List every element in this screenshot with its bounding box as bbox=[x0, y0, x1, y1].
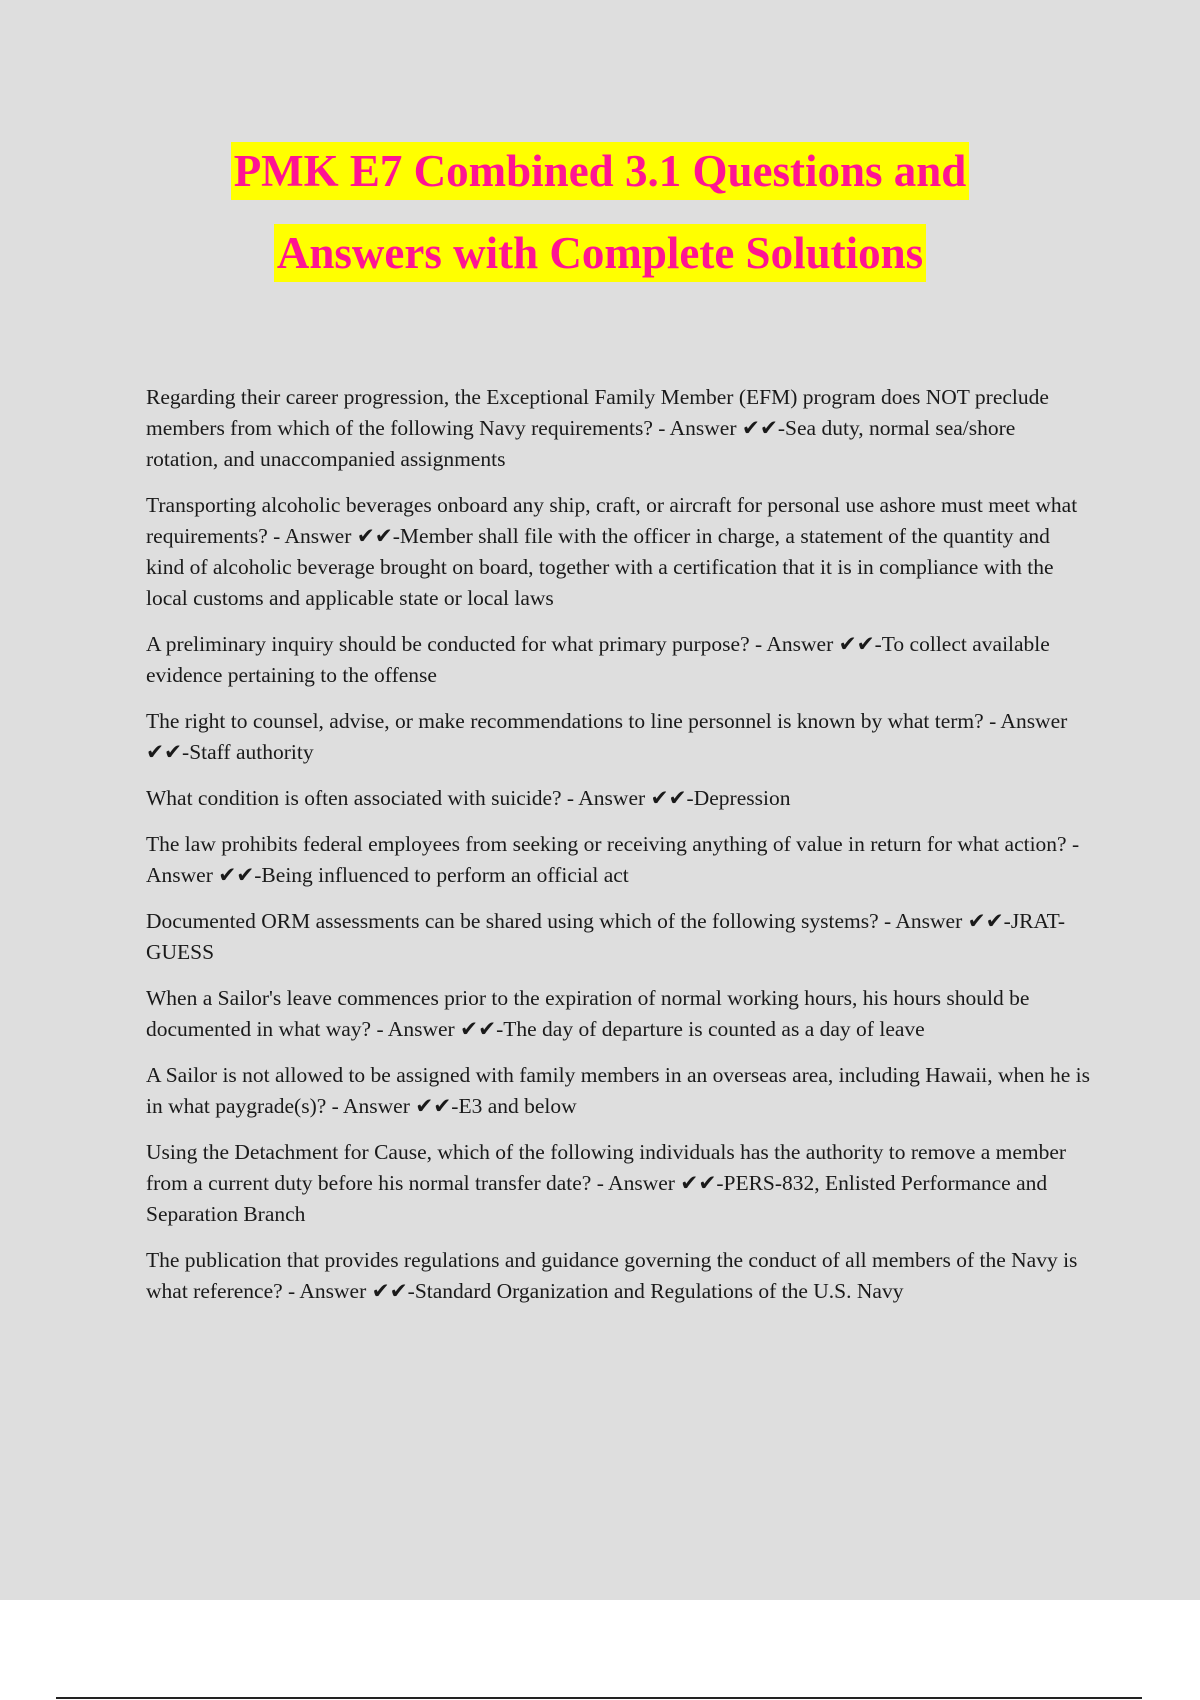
qa-item: The law prohibits federal employees from seeking or receiving anything of value in return for what action? - Answer ✔✔-Being influenced to perform an official act bbox=[146, 832, 1080, 887]
qa-item: Regarding their career progression, the Exceptional Family Member (EFM) program does NOT preclude members from which of the following Navy requirements? - Answer ✔✔-Sea duty, normal sea/shore rotation, and unaccompanied assignments bbox=[146, 385, 1049, 471]
footer-divider bbox=[56, 1697, 1142, 1699]
qa-item: Transporting alcoholic beverages onboard any ship, craft, or aircraft for personal use ashore must meet what requirements? - Answer ✔✔-Member shall file with the officer in charge, a statement of the quantity and kind of alcoholic beverage brought on board, together with a certification that it is in compliance with the local customs and applicable state or local laws bbox=[146, 493, 1078, 610]
qa-item: A preliminary inquiry should be conducted for what primary purpose? - Answer ✔✔-To collect available evidence pertaining to the offense bbox=[146, 632, 1050, 687]
qa-item: When a Sailor's leave commences prior to the expiration of normal working hours, his hours should be documented in what way? - Answer ✔✔-The day of departure is counted as a day of leave bbox=[146, 986, 1030, 1041]
qa-item: The publication that provides regulations and guidance governing the conduct of all members of the Navy is what reference? - Answer ✔✔-Standard Organization and Regulations of the U.S. Navy bbox=[146, 1248, 1078, 1303]
document-title bbox=[0, 142, 1200, 306]
qa-item: Using the Detachment for Cause, which of the following individuals has the authority to remove a member from a current duty before his normal transfer date? - Answer ✔✔-PERS-832, Enlisted Performance and Separation Branch bbox=[146, 1140, 1067, 1226]
qa-list bbox=[146, 382, 1092, 1322]
title-line-2: Answers with Complete Solutions bbox=[274, 224, 926, 282]
qa-item: Documented ORM assessments can be shared using which of the following systems? - Answer ✔✔-JRAT-GUESS bbox=[146, 909, 1065, 964]
qa-item: A Sailor is not allowed to be assigned with family members in an overseas area, including Hawaii, when he is in what paygrade(s)? - Answer ✔✔-E3 and below bbox=[146, 1063, 1090, 1118]
qa-item: The right to counsel, advise, or make recommendations to line personnel is known by what term? - Answer ✔✔-Staff authority bbox=[146, 709, 1068, 764]
title-line-1: PMK E7 Combined 3.1 Questions and bbox=[231, 142, 970, 200]
qa-item: What condition is often associated with suicide? - Answer ✔✔-Depression bbox=[146, 786, 791, 810]
